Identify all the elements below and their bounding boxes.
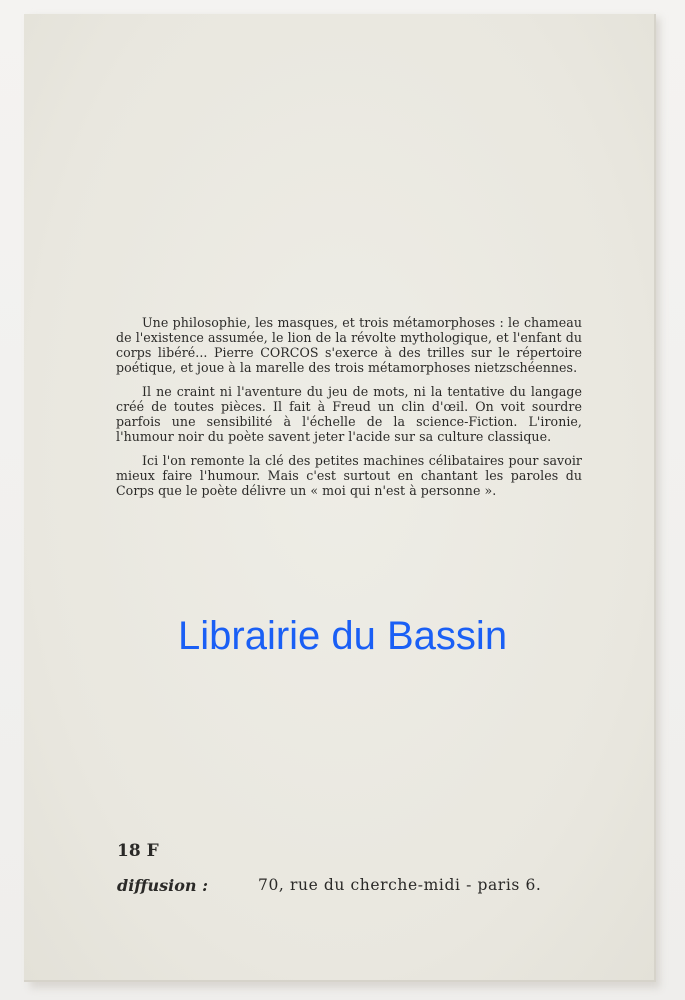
back-cover-blurb bbox=[116, 315, 582, 507]
distributor-address: 70, rue du cherche-midi - paris 6. bbox=[258, 876, 542, 894]
diffusion-label: diffusion : bbox=[117, 876, 208, 895]
blurb-paragraph: Il ne craint ni l'aventure du jeu de mots, ni la tentative du langage créé de toutes pièces. Il fait à Freud un clin d'œil. On voit sourdre parfois une sensibilité à l'échelle de la science-Fiction. L'ironie, l'humour noir du poète savent jeter l'acide sur sa culture classique. bbox=[116, 384, 582, 444]
bookseller-watermark: Librairie du Bassin bbox=[178, 614, 508, 658]
blurb-paragraph: Une philosophie, les masques, et trois métamorphoses : le chameau de l'existence assumée, le lion de la révolte mythologique, et l'enfant du corps libéré... Pierre CORCOS s'exerce à des trilles sur le répertoire poétique, et joue à la marelle des trois métamorphoses nietzschéennes. bbox=[116, 315, 582, 375]
price-label: 18 F bbox=[117, 841, 159, 861]
blurb-paragraph: Ici l'on remonte la clé des petites machines célibataires pour savoir mieux faire l'humour. Mais c'est surtout en chantant les paroles du Corps que le poète délivre un « moi qui n'est à personne ». bbox=[116, 453, 582, 498]
